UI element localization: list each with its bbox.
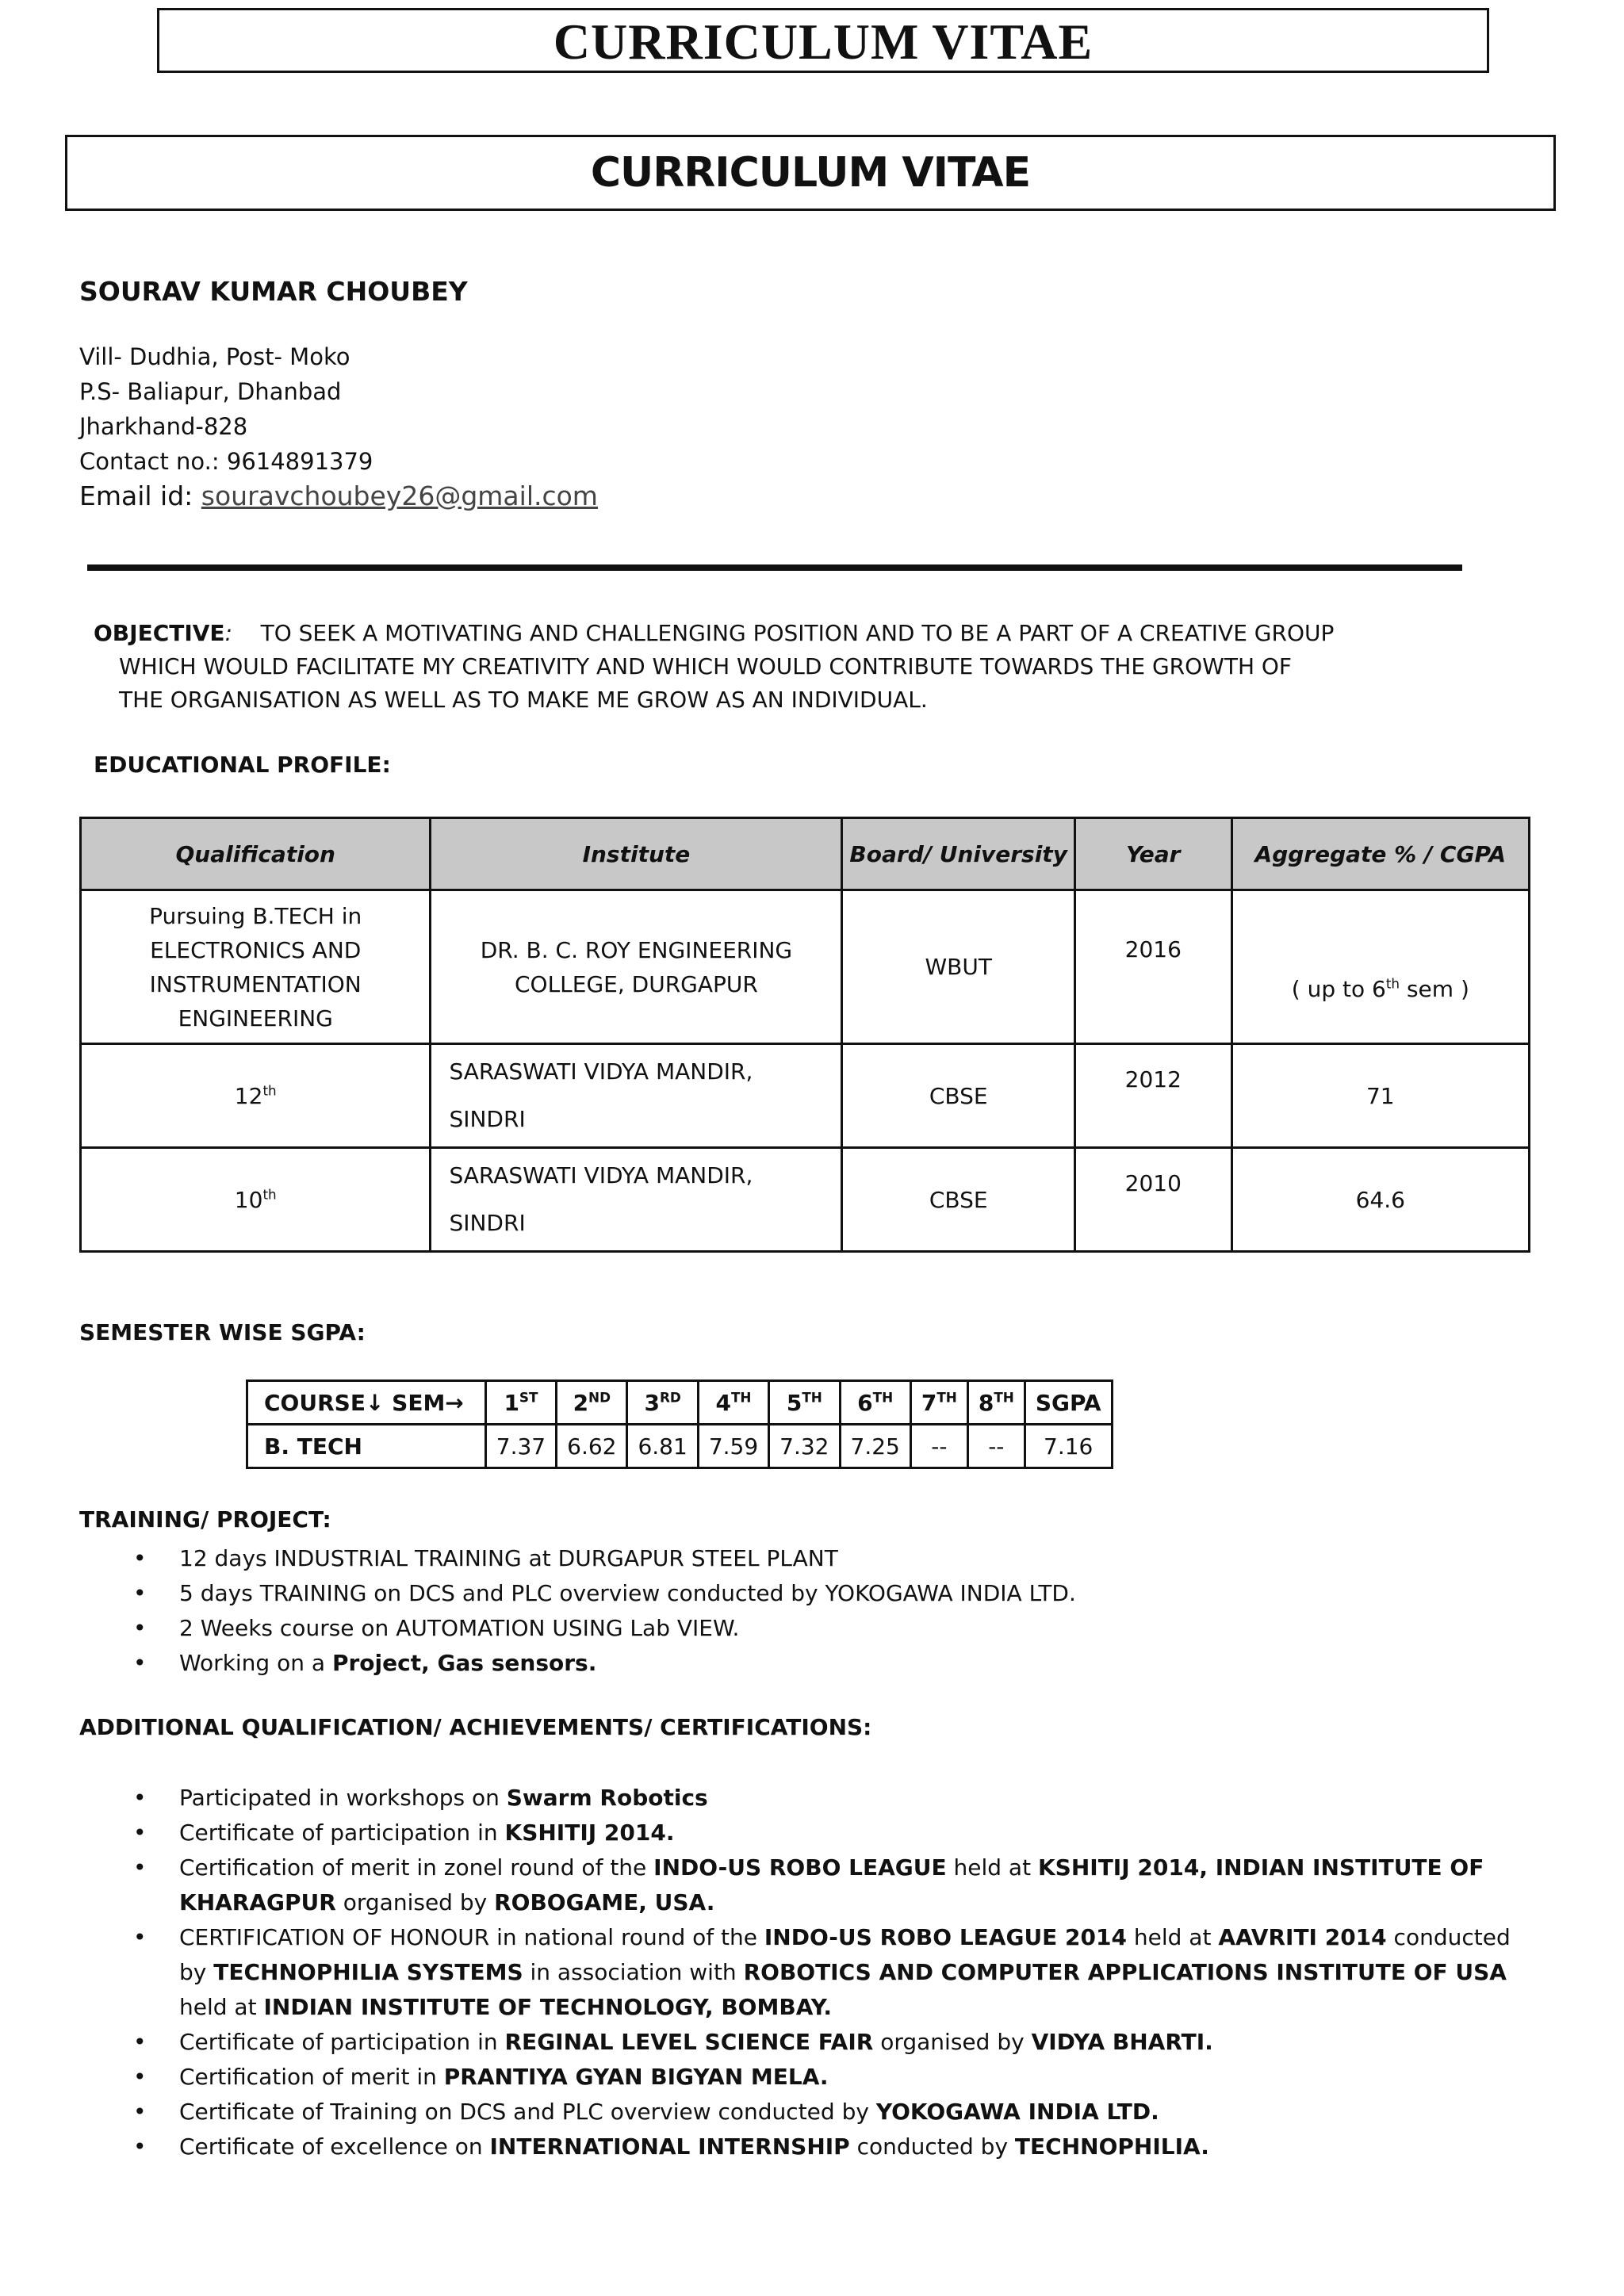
aggregate-cell: 71 bbox=[1231, 1044, 1529, 1148]
achievements-list bbox=[79, 1781, 1543, 2164]
cell-line: ELECTRONICS AND bbox=[150, 936, 362, 963]
bullet-icon: • bbox=[133, 1785, 147, 1811]
cell-line: Pursuing B.TECH in bbox=[149, 902, 362, 929]
cell-line: DR. B. C. ROY ENGINEERING bbox=[480, 936, 793, 963]
column-header: Qualification bbox=[81, 818, 431, 890]
list-item: • Certificate of Training on DCS and PLC overview conducted by YOKOGAWA INDIA LTD. bbox=[79, 2095, 1543, 2130]
aggregate-cell bbox=[1231, 890, 1529, 1044]
aggregate-cell: 64.6 bbox=[1231, 1148, 1529, 1252]
sgpa-overall: 7.16 bbox=[1025, 1425, 1112, 1468]
sgpa-value-row bbox=[247, 1425, 1113, 1468]
education-heading: EDUCATIONAL PROFILE: bbox=[94, 752, 391, 778]
list-item: • Participated in workshops on Swarm Robotics bbox=[79, 1781, 1543, 1816]
sgpa-value: 7.59 bbox=[698, 1425, 768, 1468]
superscript: th bbox=[262, 1186, 277, 1203]
semester-header: 1ST bbox=[485, 1381, 556, 1425]
sgpa-value: -- bbox=[910, 1425, 967, 1468]
list-item: • Certification of merit in PRANTIYA GYAN BIGYAN MELA. bbox=[79, 2060, 1543, 2095]
objective-line: WHICH WOULD FACILITATE MY CREATIVITY AND WHICH WOULD CONTRIBUTE TOWARDS THE GROWTH OF bbox=[119, 653, 1293, 679]
course-cell: B. TECH bbox=[247, 1425, 486, 1468]
bullet-icon: • bbox=[133, 2133, 147, 2160]
cell-line: SINDRI bbox=[449, 1106, 526, 1132]
column-header: Year bbox=[1075, 818, 1232, 890]
page-title: CURRICULUM VITAE bbox=[157, 8, 1489, 73]
contact-number-line bbox=[79, 444, 598, 479]
bullet-icon: • bbox=[133, 1580, 147, 1606]
objective-section bbox=[94, 617, 1394, 717]
qualification-number: 10 bbox=[234, 1186, 263, 1213]
training-list bbox=[79, 1541, 1543, 1681]
list-item: • 2 Weeks course on AUTOMATION USING Lab VIEW. bbox=[79, 1611, 1543, 1646]
list-item: • CERTIFICATION OF HONOUR in national round of the INDO-US ROBO LEAGUE 2014 held at AAVRITI 2014 conducted by TECHNOPHILIA SYSTEMS in association with ROBOTICS AND COMPUTER APPLICATIONS INSTITUTE OF USA held at INDIAN INSTITUTE OF TECHNOLOGY, BOMBAY. bbox=[79, 1920, 1543, 2025]
superscript: th bbox=[1385, 975, 1400, 992]
objective-line: THE ORGANISATION AS WELL AS TO MAKE ME GROW AS AN INDIVIDUAL. bbox=[119, 687, 928, 713]
sgpa-value: 7.37 bbox=[485, 1425, 556, 1468]
sgpa-heading: SEMESTER WISE SGPA: bbox=[79, 1319, 366, 1345]
semester-header: 2ND bbox=[557, 1381, 627, 1425]
bullet-icon: • bbox=[133, 2029, 147, 2055]
achievements-heading: ADDITIONAL QUALIFICATION/ ACHIEVEMENTS/ CERTIFICATIONS: bbox=[79, 1714, 872, 1740]
email-line bbox=[79, 479, 598, 514]
year-cell: 2016 bbox=[1075, 890, 1232, 1044]
bullet-icon: • bbox=[133, 1854, 147, 1881]
contact-number: 9614891379 bbox=[226, 448, 373, 475]
cell-line: INSTRUMENTATION bbox=[149, 970, 362, 997]
objective-line bbox=[94, 617, 1394, 650]
cell-line: ENGINEERING bbox=[178, 1004, 333, 1031]
email-link[interactable]: souravchoubey26@gmail.com bbox=[201, 480, 598, 511]
document-title: CURRICULUM VITAE bbox=[65, 135, 1556, 211]
bullet-icon: • bbox=[133, 1820, 147, 1846]
training-heading: TRAINING/ PROJECT: bbox=[79, 1506, 331, 1533]
cell-line: SARASWATI VIDYA MANDIR, bbox=[449, 1058, 753, 1085]
sgpa-value: 7.32 bbox=[769, 1425, 840, 1468]
semester-header: 8TH bbox=[967, 1381, 1025, 1425]
table-header-row bbox=[81, 818, 1530, 890]
semester-header: 5TH bbox=[769, 1381, 840, 1425]
list-item: • Certificate of participation in KSHITIJ 2014. bbox=[79, 1816, 1543, 1850]
education-table bbox=[79, 817, 1530, 1253]
objective-label: OBJECTIVE bbox=[94, 620, 225, 646]
semester-header: 7TH bbox=[910, 1381, 967, 1425]
qualification-cell bbox=[81, 1148, 431, 1252]
sgpa-value: -- bbox=[967, 1425, 1025, 1468]
institute-cell bbox=[431, 1148, 842, 1252]
bullet-icon: • bbox=[133, 1924, 147, 1950]
objective-text: TO SEEK A MOTIVATING AND CHALLENGING POSITION AND TO BE A PART OF A CREATIVE GROUP bbox=[260, 620, 1335, 646]
column-header: Aggregate % / CGPA bbox=[1231, 818, 1529, 890]
address-line: Vill- Dudhia, Post- Moko bbox=[79, 343, 350, 370]
cell-line: SINDRI bbox=[449, 1210, 526, 1236]
qualification-number: 12 bbox=[234, 1082, 263, 1109]
table-row bbox=[81, 890, 1530, 1044]
semester-header: 4TH bbox=[698, 1381, 768, 1425]
contact-label: Contact no.: bbox=[79, 448, 220, 475]
sgpa-value: 6.81 bbox=[627, 1425, 698, 1468]
list-item: • 12 days INDUSTRIAL TRAINING at DURGAPUR STEEL PLANT bbox=[79, 1541, 1543, 1576]
semester-header: 6TH bbox=[840, 1381, 910, 1425]
list-item: • Certificate of excellence on INTERNATIONAL INTERNSHIP conducted by TECHNOPHILIA. bbox=[79, 2130, 1543, 2164]
sgpa-header-row bbox=[247, 1381, 1113, 1425]
superscript: th bbox=[262, 1082, 277, 1099]
list-item: • 5 days TRAINING on DCS and PLC overview conducted by YOKOGAWA INDIA LTD. bbox=[79, 1576, 1543, 1611]
contact-block bbox=[79, 339, 598, 514]
semester-header: 3RD bbox=[627, 1381, 698, 1425]
bullet-icon: • bbox=[133, 2064, 147, 2090]
bullet-icon: • bbox=[133, 1615, 147, 1641]
bullet-icon: • bbox=[133, 1545, 147, 1571]
list-item: • Certification of merit in zonel round of the INDO-US ROBO LEAGUE held at KSHITIJ 2014, INDIAN INSTITUTE OF KHARAGPUR organised by ROBOGAME, USA. bbox=[79, 1850, 1543, 1920]
table-row bbox=[81, 1044, 1530, 1148]
sgpa-table bbox=[246, 1380, 1113, 1469]
column-header: Board/ University bbox=[842, 818, 1075, 890]
board-cell: WBUT bbox=[842, 890, 1075, 1044]
list-item: • Certificate of participation in REGINAL LEVEL SCIENCE FAIR organised by VIDYA BHARTI. bbox=[79, 2025, 1543, 2060]
sgpa-value: 7.25 bbox=[840, 1425, 910, 1468]
cell-line: SARASWATI VIDYA MANDIR, bbox=[449, 1162, 753, 1188]
bullet-icon: • bbox=[133, 2099, 147, 2125]
year-cell: 2010 bbox=[1075, 1148, 1232, 1252]
board-cell: CBSE bbox=[842, 1148, 1075, 1252]
course-sem-header: COURSE↓ SEM→ bbox=[247, 1381, 486, 1425]
column-header: Institute bbox=[431, 818, 842, 890]
institute-cell bbox=[431, 1044, 842, 1148]
year-cell: 2012 bbox=[1075, 1044, 1232, 1148]
board-cell: CBSE bbox=[842, 1044, 1075, 1148]
list-item: • Working on a Project, Gas sensors. bbox=[79, 1646, 1543, 1681]
aggregate-text: ( up to 6 bbox=[1291, 976, 1386, 1002]
cell-line: COLLEGE, DURGAPUR bbox=[514, 970, 758, 997]
qualification-cell bbox=[81, 1044, 431, 1148]
address-line: Jharkhand-828 bbox=[79, 413, 248, 440]
sgpa-value: 6.62 bbox=[557, 1425, 627, 1468]
institute-cell bbox=[431, 890, 842, 1044]
table-row bbox=[81, 1148, 1530, 1252]
aggregate-text: sem ) bbox=[1400, 976, 1469, 1002]
candidate-name: SOURAV KUMAR CHOUBEY bbox=[79, 276, 468, 307]
address-line: P.S- Baliapur, Dhanbad bbox=[79, 378, 342, 405]
bullet-icon: • bbox=[133, 1650, 147, 1676]
qualification-cell bbox=[81, 890, 431, 1044]
objective-colon: : bbox=[224, 620, 232, 646]
email-label: Email id: bbox=[79, 480, 193, 511]
divider bbox=[87, 564, 1462, 571]
sgpa-header: SGPA bbox=[1025, 1381, 1112, 1425]
